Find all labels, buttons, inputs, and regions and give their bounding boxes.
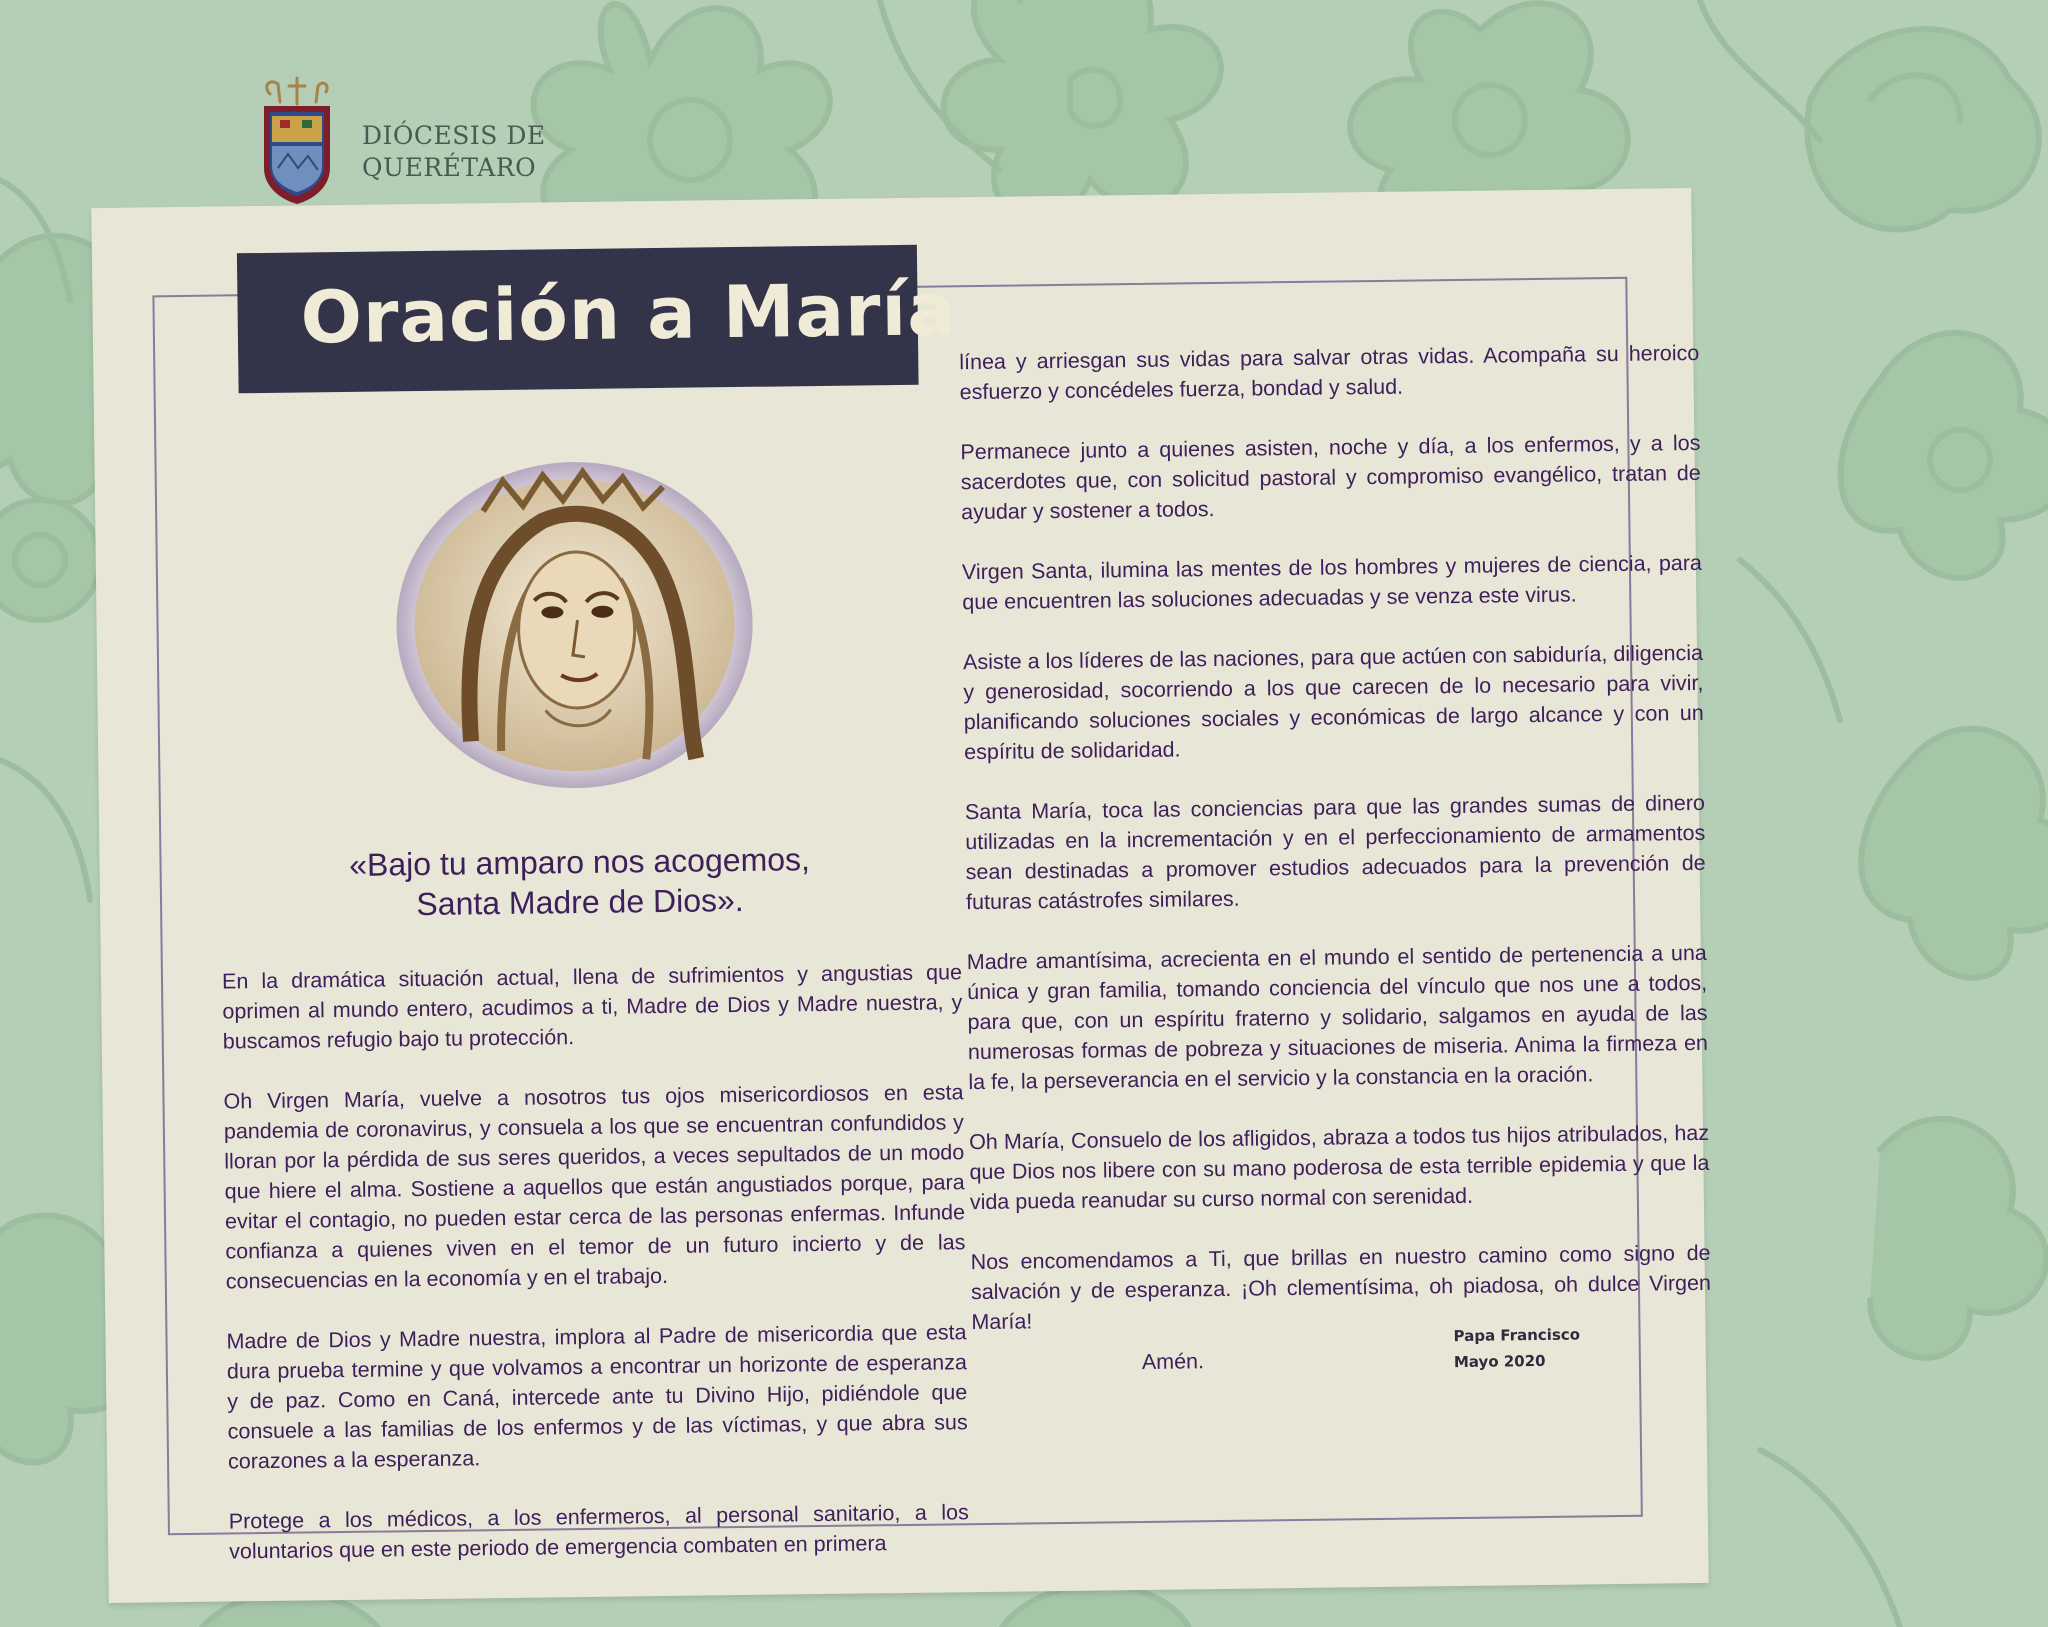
prayer-paragraph: Asiste a los líderes de las naciones, para que actúen con sabiduría, diligencia y generosidad, socorriendo a los que carecen de lo necesario para vivir, planificando soluciones sociales y económicas de largo alcance y con un espíritu de solidaridad.	[962, 640, 1704, 765]
prayer-paragraph: Virgen Santa, ilumina las mentes de los hombres y mujeres de ciencia, para que encuentren las soluciones adecuadas y se venza este virus.	[961, 550, 1703, 615]
prayer-paragraph: Permanece junto a quienes asisten, noche y día, a los enfermos, y a los sacerdotes que, con solicitud pastoral y compromiso evangélico, tratan de ayudar y sostener a todos.	[960, 430, 1701, 525]
prayer-paragraph: En la dramática situación actual, llena de sufrimientos y angustias que oprimen al mundo entero, acudimos a ti, Madre de Dios y Madre nuestra, y buscamos refugio bajo tu protección.	[221, 960, 963, 1054]
page-title: Oración a María	[300, 267, 958, 360]
prayer-paragraph: Madre de Dios y Madre nuestra, implora al Padre de misericordia que esta dura prueba termine y que volvamos a encontrar un horizonte de esperanza y de paz. Como en Caná, intercede ante tu Divino Hijo, pidiéndole que consuele a las familias de los enfermos y de las víctimas, y que abra sus corazones a la esperanza.	[226, 1320, 968, 1474]
prayer-paragraph: Protege a los médicos, a los enfermeros, al personal sanitario, a los voluntarios que en este periodo de emergencia combaten en primera	[228, 1500, 969, 1564]
diocese-name-line2: QUERÉTARO	[362, 153, 537, 182]
signature-name: Papa Francisco	[1453, 1325, 1581, 1346]
amen-text: Amén.	[1141, 1349, 1205, 1374]
prayer-left-column	[222, 957, 970, 1596]
prayer-paragraph: Santa María, toca las conciencias para que las grandes sumas de dinero utilizadas en la incrementación y en el perfeccionamiento de armamentos sean destinadas a promover estudios adecuados para la prevención de futuras catástrofes similares.	[964, 790, 1706, 915]
prayer-paragraph: Nos encomendamos a Ti, que brillas en nuestro camino como signo de salvación y de esperanza. ¡Oh clementísima, oh piadosa, oh dulce Virgen María!	[970, 1240, 1712, 1335]
verse-line-1: «Bajo tu amparo nos acogemos,	[348, 841, 811, 883]
signature-date: Mayo 2020	[1453, 1351, 1546, 1372]
prayer-paragraph: Oh Virgen María, vuelve a nosotros tus ojos misericordiosos en esta pandemia de coronavirus, y consuela a los que se encuentran confundidos y lloran por la pérdida de sus seres queridos, a veces sepultados de un modo que hiere el alma. Sostiene a aquellos que están angustiados porque, para evitar el contagio, no pueden estar cerca de las personas enfermas. Infunde confianza a quienes viven en el temor de un futuro incierto y de las consecuencias en la economía y en el trabajo.	[223, 1080, 966, 1294]
diocese-name-line1: DIÓCESIS DE	[362, 121, 546, 150]
prayer-paragraph: línea y arriesgan sus vidas para salvar otras vidas. Acompaña su heroico esfuerzo y concédeles fuerza, bondad y salud.	[959, 340, 1700, 405]
opening-verse	[249, 838, 910, 926]
diocese-name	[362, 120, 546, 184]
prayer-right-column	[959, 338, 1712, 1409]
signature	[1453, 1321, 1580, 1375]
diocese-coat-of-arms-icon	[252, 76, 342, 206]
prayer-paragraph: Madre amantísima, acrecienta en el mundo el sentido de pertenencia a una única y gran familia, tomando conciencia del vínculo que nos une a todos, para que, con un espíritu fraterno y solidario, salgamos en ayuda de las numerosas formas de pobreza y situaciones de miseria. Anima la firmeza en la fe, la perseverancia en el servicio y la constancia en la oración.	[966, 940, 1709, 1095]
prayer-card	[91, 188, 1712, 1603]
prayer-paragraph: Oh María, Consuelo de los afligidos, abraza a todos tus hijos atribulados, haz que Dios nos libere con su mano poderosa de esta terrible epidemia y que la vida pueda reanudar su curso normal con serenidad.	[968, 1120, 1710, 1215]
virgin-mary-portrait-icon	[393, 458, 757, 792]
verse-line-2: Santa Madre de Dios».	[416, 881, 744, 923]
